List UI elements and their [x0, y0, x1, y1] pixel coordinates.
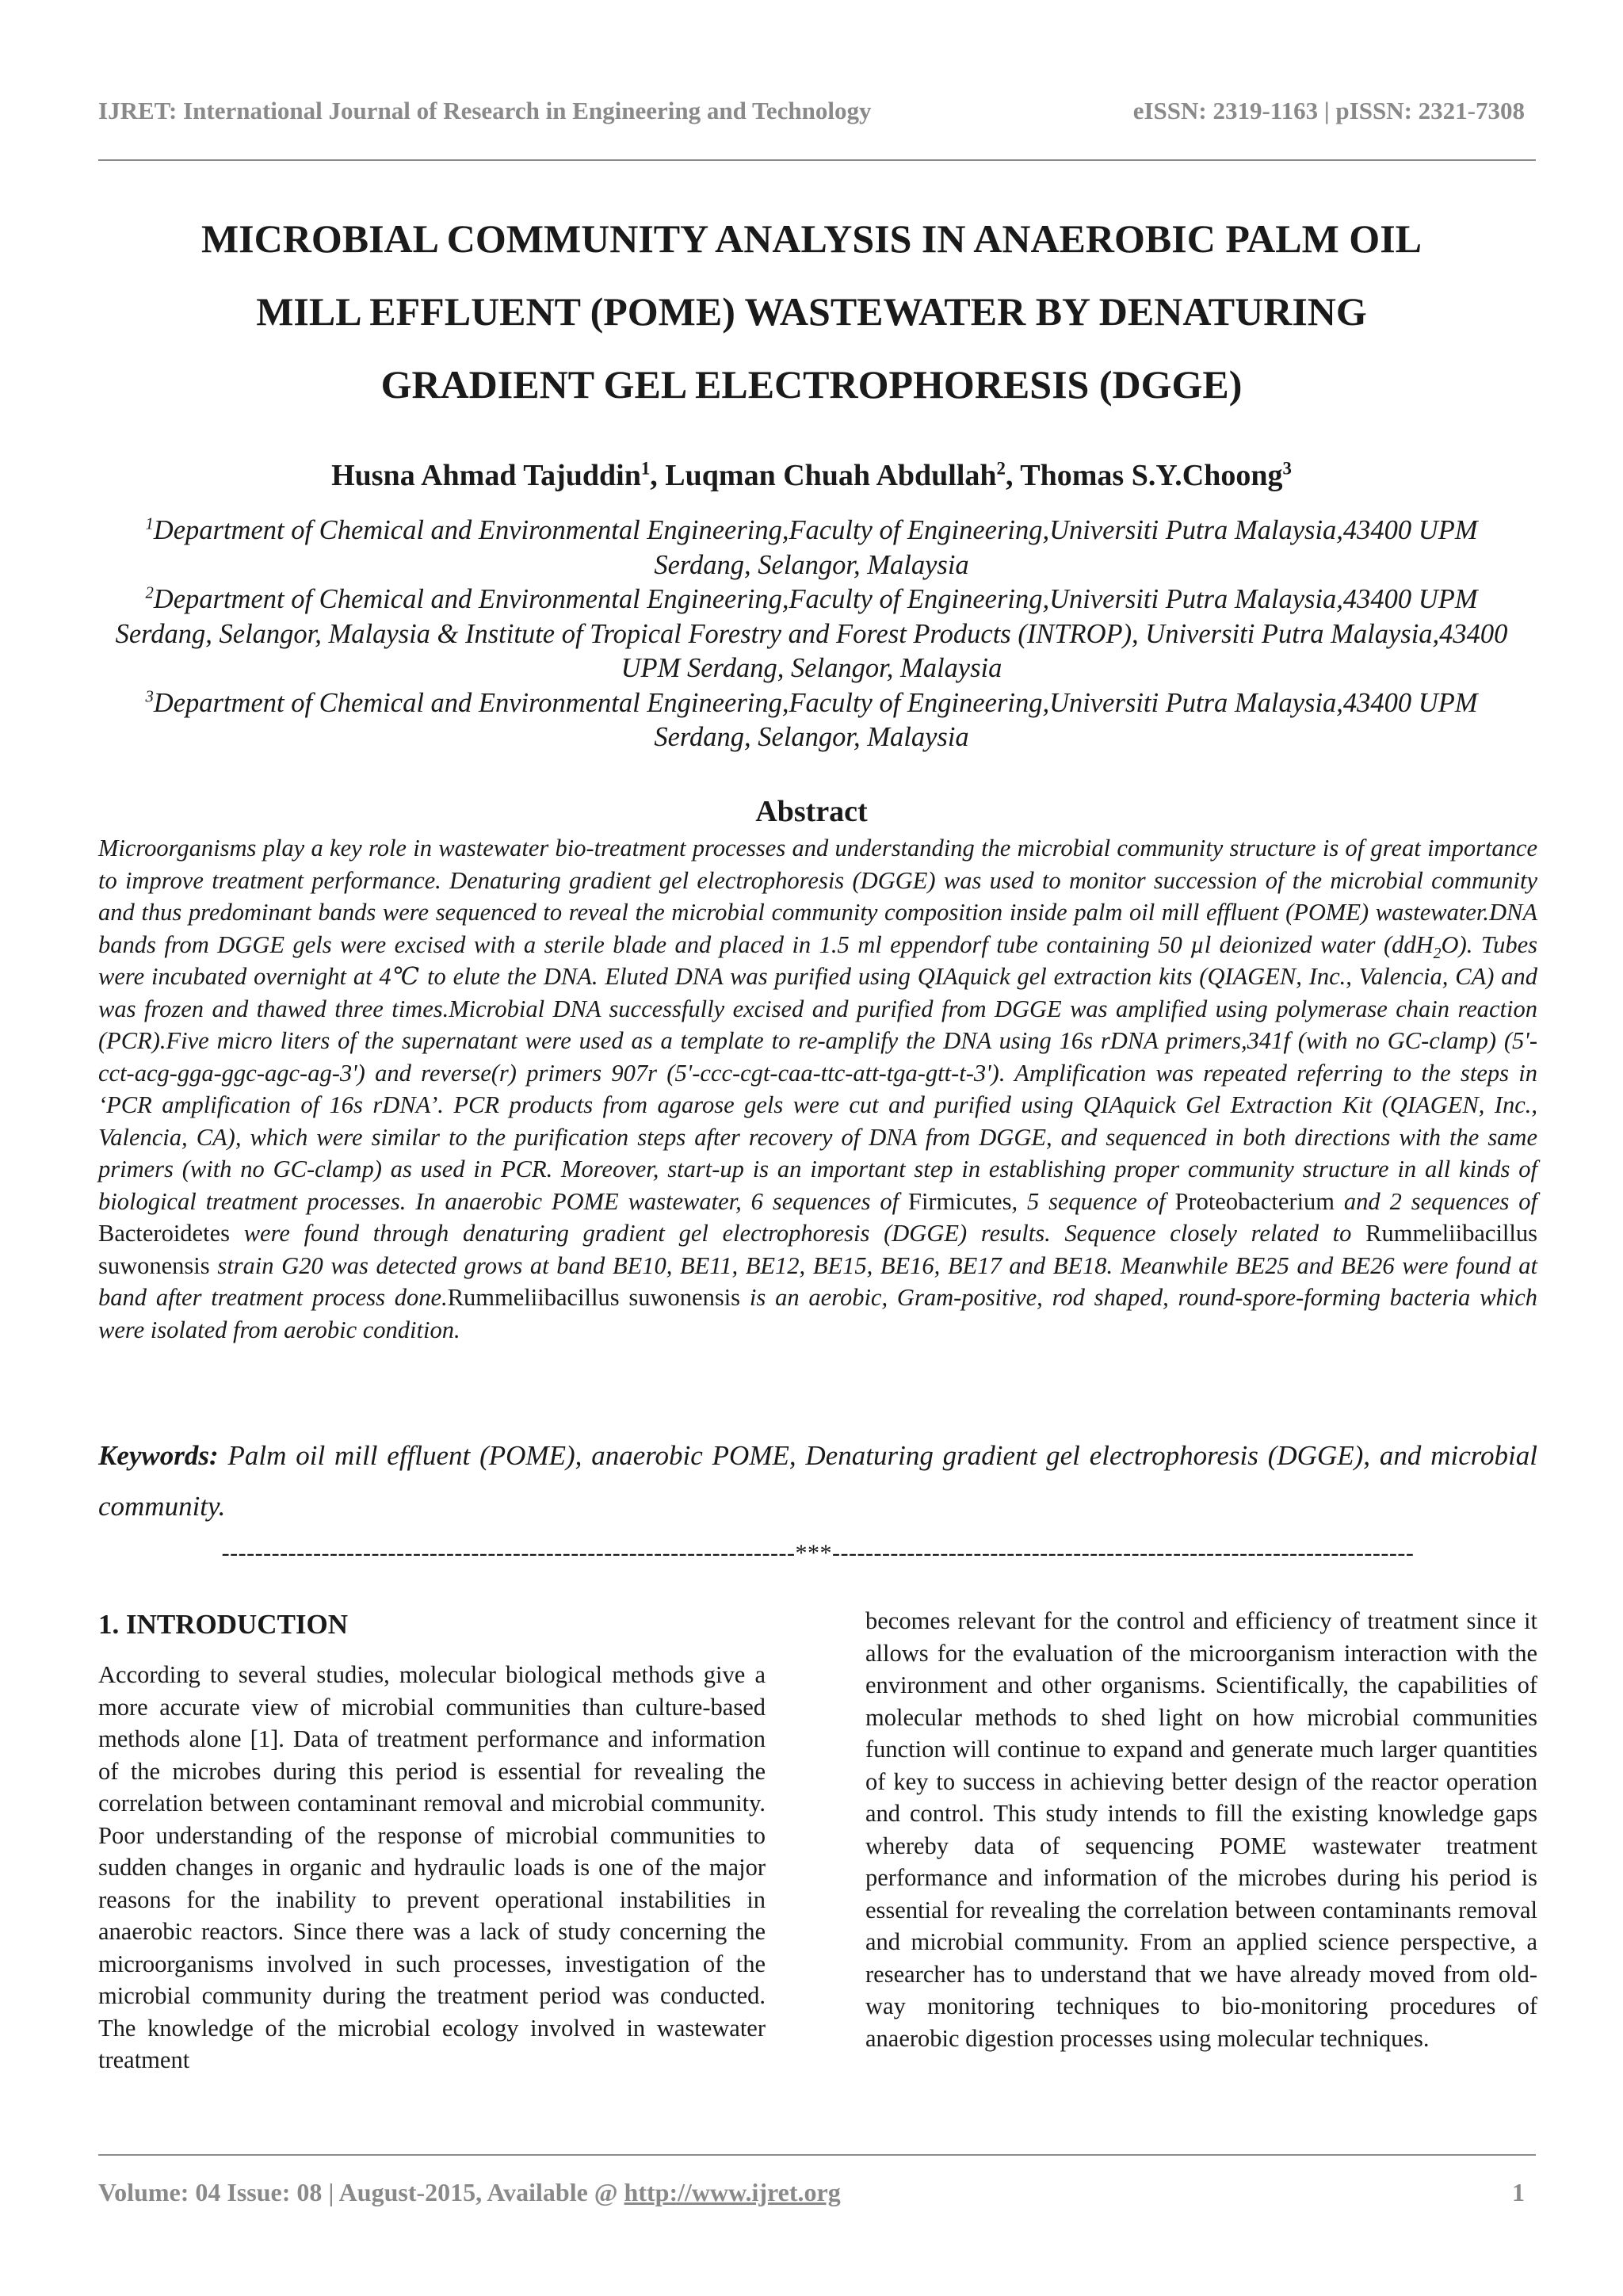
title-line-3: GRADIENT GEL ELECTROPHORESIS (DGGE)	[380, 362, 1243, 407]
abstract-body: Microorganisms play a key role in wastewater bio-treatment processes and understanding the microbial community structure is of great importance to improve treatment performance. Denaturing gradient gel electrophoresis (DGGE) was used to monitor succession of the microbial community and thus predominant bands were sequenced to reveal the microbial community composition inside palm oil mill effluent (POME) wastewater.DNA bands from DGGE gels were excised with a sterile blade and placed in 1.5 ml eppendorf tube containing 50 µl deionized water (ddH$_2$O). Tubes were incubated overnight at 4℃ to elute the DNA. Eluted DNA was purified using QIAquick gel extraction kits (QIAGEN, Inc., Valencia, CA) and was frozen and thawed three times.Microbial DNA successfully excised and purified from DGGE was amplified using polymerase chain reaction (PCR).Five micro liters of the supernatant were used as a template to re-amplify the DNA using 16s rDNA primers,341f (with no GC-clamp) (5'- cct-acg-gga-ggc-agc-ag-3') and reverse(r) primers 907r (5'-ccc-cgt-caa-ttc-att-tga-gtt-t-3'). Amplification was repeated referring to the steps in ‘PCR amplification of 16s rDNA’. PCR products from agarose gels were cut and purified using QIAquick Gel Extraction Kit (QIAGEN, Inc., Valencia, CA), which were similar to the purification steps after recovery of DNA from DGGE, and sequenced in both directions with the same primers (with no GC-clamp) as used in PCR. Moreover, start-up is an important step in establishing proper community structure in all kinds of biological treatment processes. In anaerobic POME wastewater, 6 sequences of Firmicutes, 5 sequence of Proteobacterium and 2 sequences of Bacteroidetes were found through denaturing gradient gel electrophoresis (DGGE) results. Sequence closely related to Rummeliibacillus suwonensis strain G20 was detected grows at band BE10, BE11, BE12, BE15, BE16, BE17 and BE18. Meanwhile BE25 and BE26 were found at band after treatment process done.Rummeliibacillus suwonensis is an aerobic, Gram-positive, rod shaped, round-spore-forming bacteria which were isolated from aerobic condition.	[98, 835, 1538, 1343]
abstract-heading: Abstract	[755, 795, 868, 828]
affiliation-1: $^1$Department of Chemical and Environmental Engineering,Faculty of Engineering,Universiti Putra Malaysia,43400 UPM Serdang, Selangor, Malaysia	[145, 515, 1478, 580]
taxon-proteobacterium: Proteobacterium	[1174, 1187, 1335, 1215]
taxon-rummeliibacillus-2: Rummeliibacillus suwonensis	[447, 1284, 741, 1311]
author-1: Husna Ahmad Tajuddin	[331, 459, 641, 492]
author-2-sup: 2	[996, 458, 1006, 479]
affiliation-2: $^2$Department of Chemical and Environmental Engineering,Faculty of Engineering,Universiti Putra Malaysia,43400 UPM Serdang, Selangor, Malaysia & Institute of Tropical Forestry and Forest Products (INTROP), Universiti Putra Malaysia,43400 UPM Serdang, Selangor, Malaysia	[115, 584, 1508, 683]
keywords-text: Palm oil mill effluent (POME), anaerobic POME, Denaturing gradient gel electrophoresis (DGGE), and microbial community.	[98, 1440, 1537, 1522]
journal-name: IJRET: International Journal of Research in Engineering and Technology	[98, 97, 872, 124]
footer-volume: Volume: 04 Issue: 08 | August-2015, Available @ http://www.ijret.org	[98, 2178, 841, 2206]
taxon-rummeliibacillus: Rummeliibacillus suwonensis	[98, 1220, 1537, 1279]
intro-column-right: becomes relevant for the control and efficiency of treatment since it allows for the evaluation of the microorganism interaction with the environment and other organisms. Scientifically, the capabilities of molecular methods to shed light on how microbial communities function will continue to expand and generate much larger quantities of key to success in achieving better design of the reactor operation and control. This study intends to fill the existing knowledge gaps whereby data of sequencing POME wastewater treatment performance and information of the microbes during his period is essential for revealing the correlation between contaminants removal and microbial community. From an applied science perspective, a researcher has to understand that we have already moved from old-way monitoring techniques to bio-monitoring procedures of anaerobic digestion processes using molecular techniques.	[865, 1607, 1537, 2052]
header-rule	[98, 159, 1536, 161]
page-number: 1	[1512, 2178, 1525, 2206]
affiliations	[98, 514, 1525, 755]
taxon-bacteroidetes: Bacteroidetes	[98, 1220, 230, 1247]
taxon-firmicutes: Firmicutes	[908, 1187, 1012, 1215]
section-separator: ---------------------------------------------------------------------***----------------------------------------------------------------------	[221, 1540, 1415, 1566]
author-2: Luqman Chuah Abdullah	[665, 459, 997, 492]
running-header	[98, 97, 1525, 125]
affiliation-3: $^3$Department of Chemical and Environmental Engineering,Faculty of Engineering,Universiti Putra Malaysia,43400 UPM Serdang, Selangor, Malaysia	[145, 687, 1478, 752]
author-3-sup: 3	[1282, 458, 1292, 479]
journal-url-link[interactable]: http://www.ijret.org	[624, 2178, 841, 2206]
page-footer	[98, 2178, 1525, 2207]
title-line-1: MICROBIAL COMMUNITY ANALYSIS IN ANAEROBIC PALM OIL	[200, 216, 1422, 261]
section-heading-introduction: 1. INTRODUCTION	[98, 1609, 349, 1640]
footer-rule	[98, 2154, 1536, 2156]
issn-info: eISSN: 2319-1163 | pISSN: 2321-7308	[1132, 97, 1525, 124]
title-line-2: MILL EFFLUENT (POME) WASTEWATER BY DENATURING	[256, 289, 1367, 334]
keywords	[98, 1431, 1537, 1532]
author-3: Thomas S.Y.Choong	[1020, 459, 1283, 492]
keywords-label: Keywords:	[98, 1440, 219, 1471]
paper-title	[98, 202, 1525, 421]
author-list: Husna Ahmad Tajuddin$^1$, Luqman Chuah Abdullah$^2$, Thomas S.Y.Choong$^3$	[331, 458, 1292, 492]
intro-column-left: According to several studies, molecular biological methods give a more accurate view of microbial communities than culture-based methods alone [1]. Data of treatment performance and information of the microbes during this period is essential for revealing the correlation between contaminant removal and microbial community. Poor understanding of the response of microbial communities to sudden changes in organic and hydraulic loads is one of the major reasons for the inability to prevent operational instabilities in anaerobic reactors. Since there was a lack of study concerning the microorganisms involved in such processes, investigation of the microbial community during the treatment period was conducted. The knowledge of the microbial ecology involved in wastewater treatment	[98, 1661, 766, 2073]
author-1-sup: 1	[640, 458, 651, 479]
